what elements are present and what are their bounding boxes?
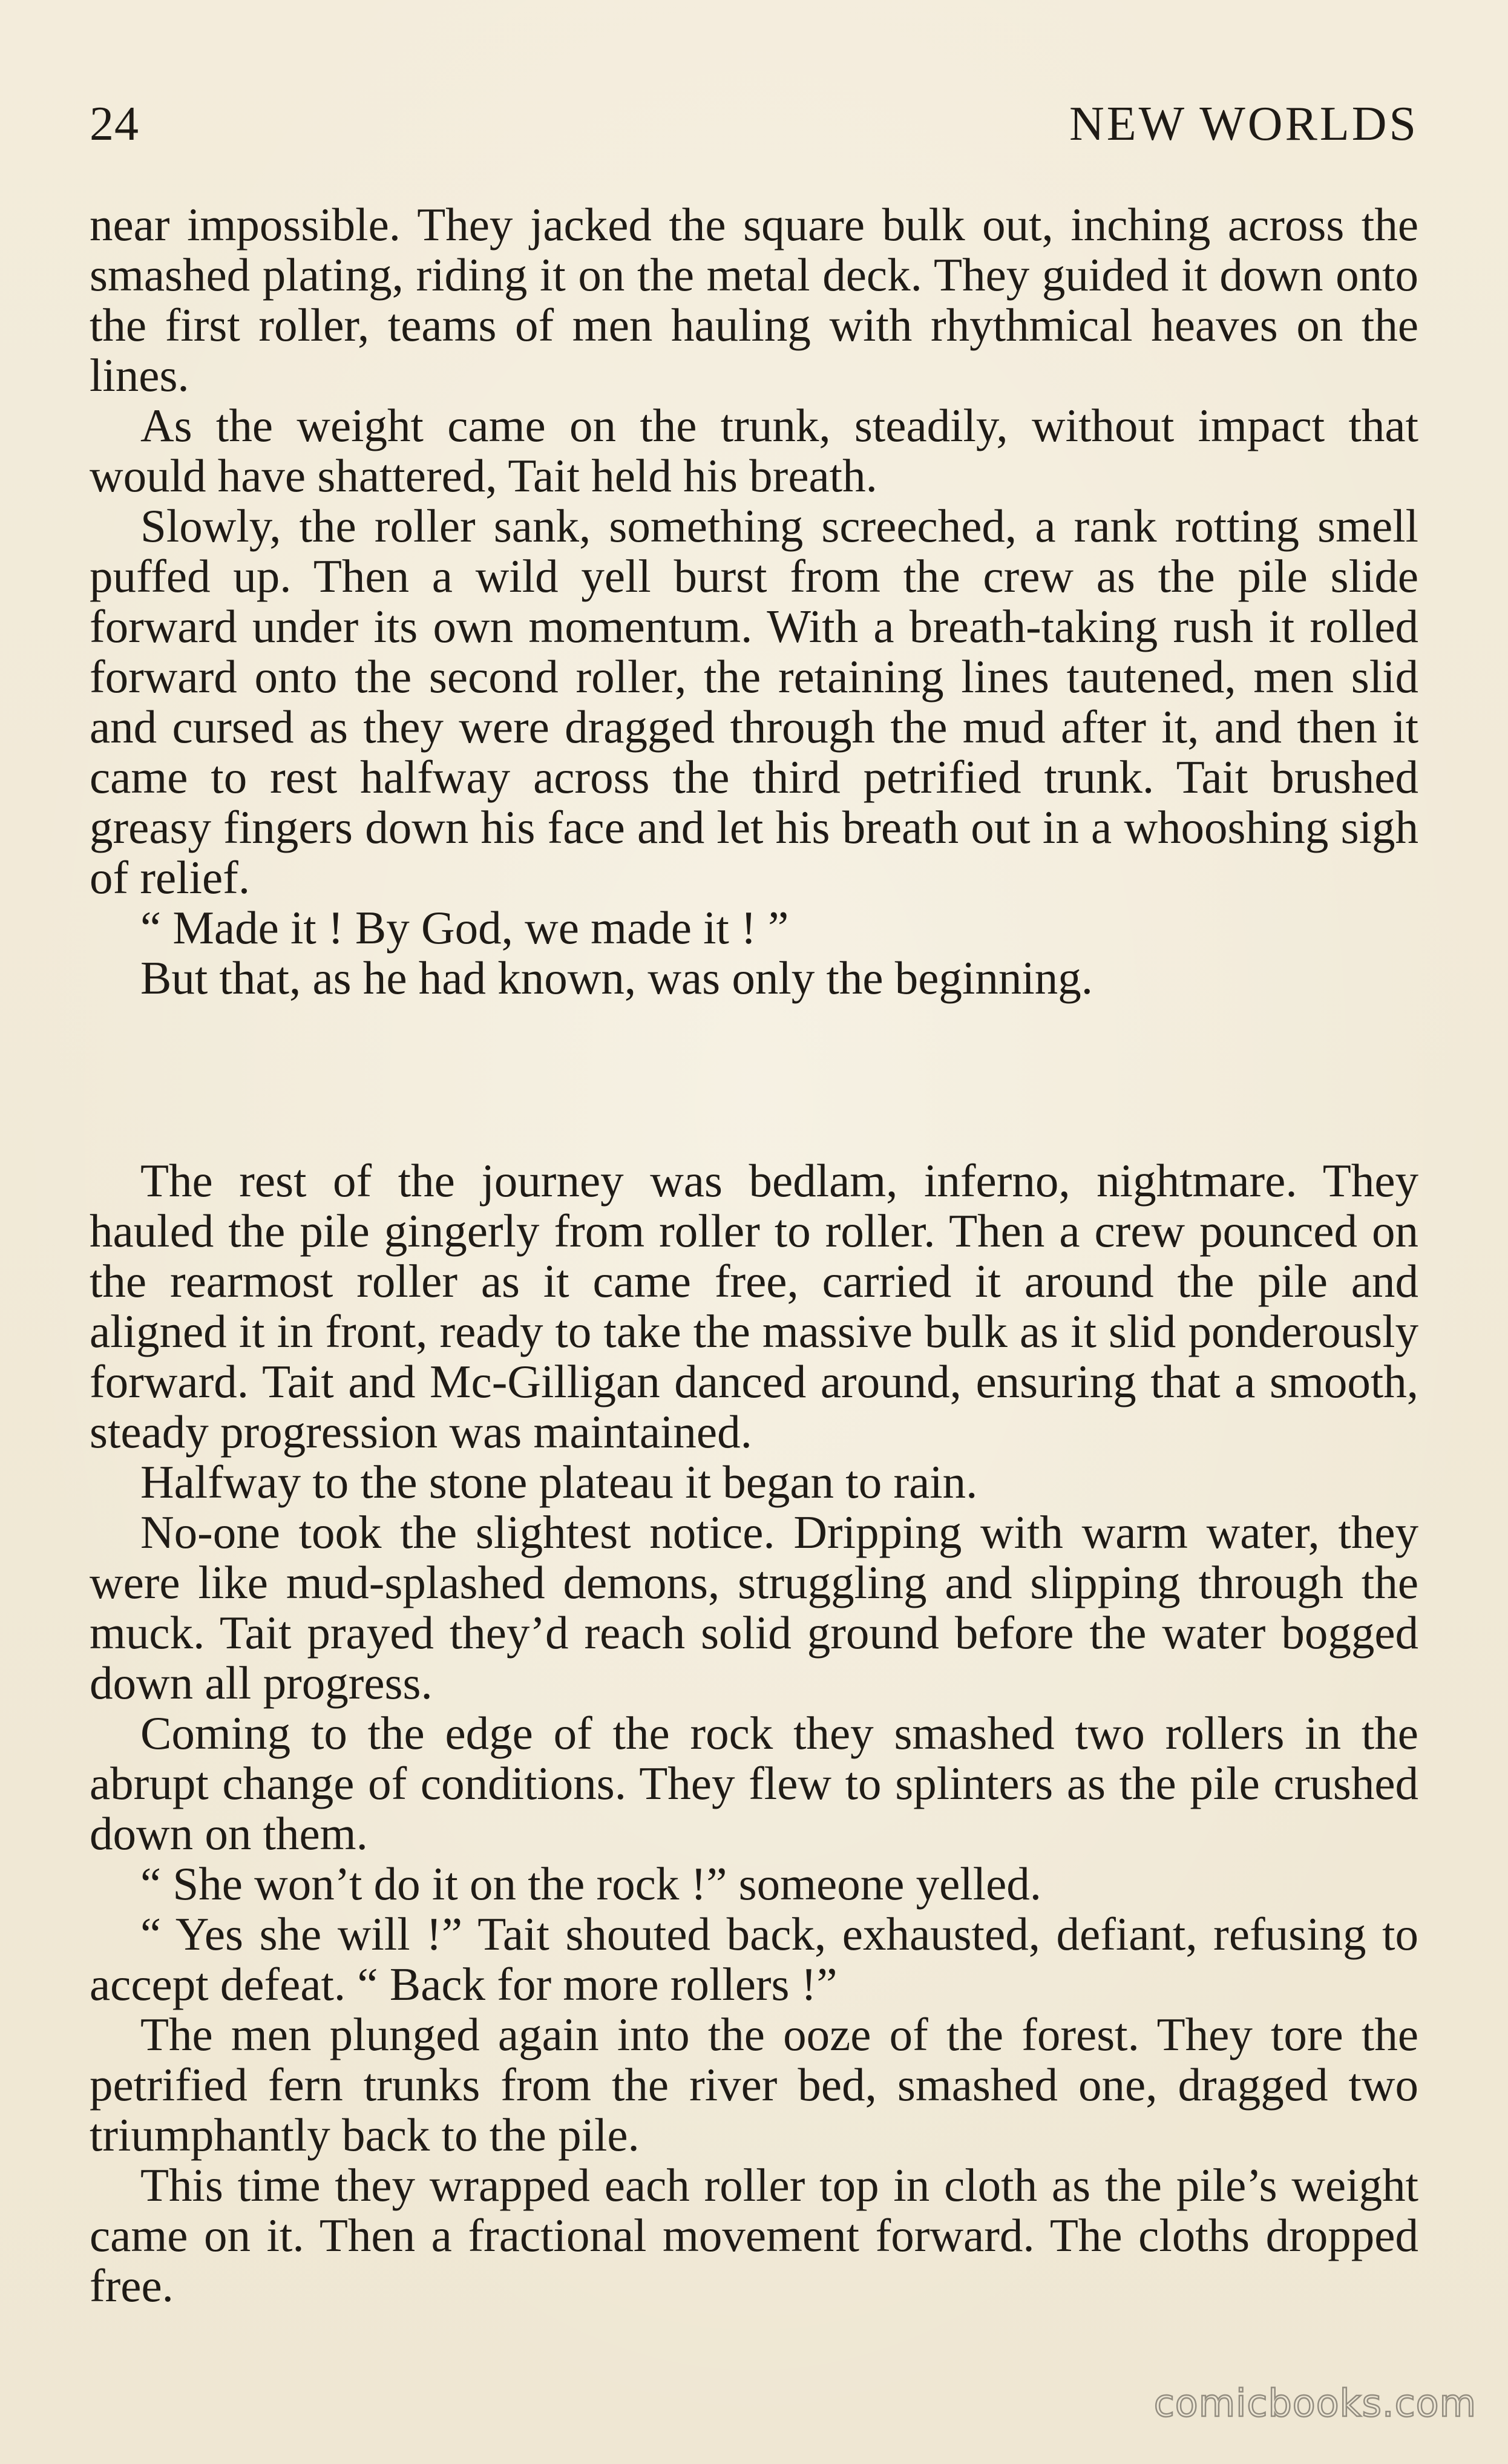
- page-number: 24: [90, 97, 139, 151]
- paragraph: This time they wrapped each roller top in cloth as the pile’s weight came on it. Then a fractional movement forward. The cloths dropped free.: [90, 2159, 1418, 2312]
- paragraph: But that, as he had known, was only the beginning.: [140, 952, 1093, 1004]
- paragraph: Coming to the edge of the rock they smashed two rollers in the abrupt change of conditions. They flew to splinters as the pile crushed down on them.: [90, 1707, 1418, 1859]
- running-head: NEW WORLDS: [1069, 97, 1418, 151]
- paragraph: The men plunged again into the ooze of the forest. They tore the petrified fern trunks from the river bed, smashed one, dragged two triumphantly back to the pile.: [90, 2008, 1418, 2161]
- paragraph: No-one took the slightest notice. Dripping with warm water, they were like mud-splashed demons, struggling and slipping through the muck. Tait prayed they’d reach solid ground before the water bogged down all progress.: [90, 1506, 1418, 1709]
- paragraph: The rest of the journey was bedlam, inferno, nightmare. They hauled the pile gingerly from roller to roller. Then a crew pounced on the rearmost roller as it came free, carried it around the pile and aligned it in front, ready to take the massive bulk as it slid ponderously forward. Tait and Mc-Gilligan danced around, ensuring that a smooth, steady progression was maintained.: [90, 1155, 1418, 1458]
- text-section-one: [90, 200, 1418, 1003]
- paragraph: “ Yes she will !” Tait shouted back, exhausted, defiant, refusing to accept defeat. “ Back for more rollers !”: [90, 1908, 1418, 2010]
- watermark: comicbooks.com: [1153, 2381, 1477, 2425]
- page-header: [90, 91, 1418, 157]
- paragraph: “ Made it ! By God, we made it ! ”: [140, 902, 789, 954]
- paragraph: As the weight came on the trunk, steadily, without impact that would have shattered, Tait held his breath.: [90, 399, 1418, 502]
- paragraph: near impossible. They jacked the square bulk out, inching across the smashed plating, riding it on the metal deck. They guided it down onto the first roller, teams of men hauling with rhythmical heaves on the lines.: [90, 198, 1418, 401]
- text-section-two: [90, 1156, 1418, 2311]
- paragraph: “ She won’t do it on the rock !” someone yelled.: [140, 1858, 1042, 1910]
- paragraph: Slowly, the roller sank, something screeched, a rank rotting smell puffed up. Then a wild yell burst from the crew as the pile slide forward under its own momentum. With a breath-taking rush it rolled forward onto the second roller, the retaining lines tautened, men slid and cursed as they were dragged through the mud after it, and then it came to rest halfway across the third petrified trunk. Tait brushed greasy fingers down his face and let his breath out in a whooshing sigh of relief.: [90, 500, 1418, 903]
- paragraph: Halfway to the stone plateau it began to rain.: [140, 1456, 978, 1508]
